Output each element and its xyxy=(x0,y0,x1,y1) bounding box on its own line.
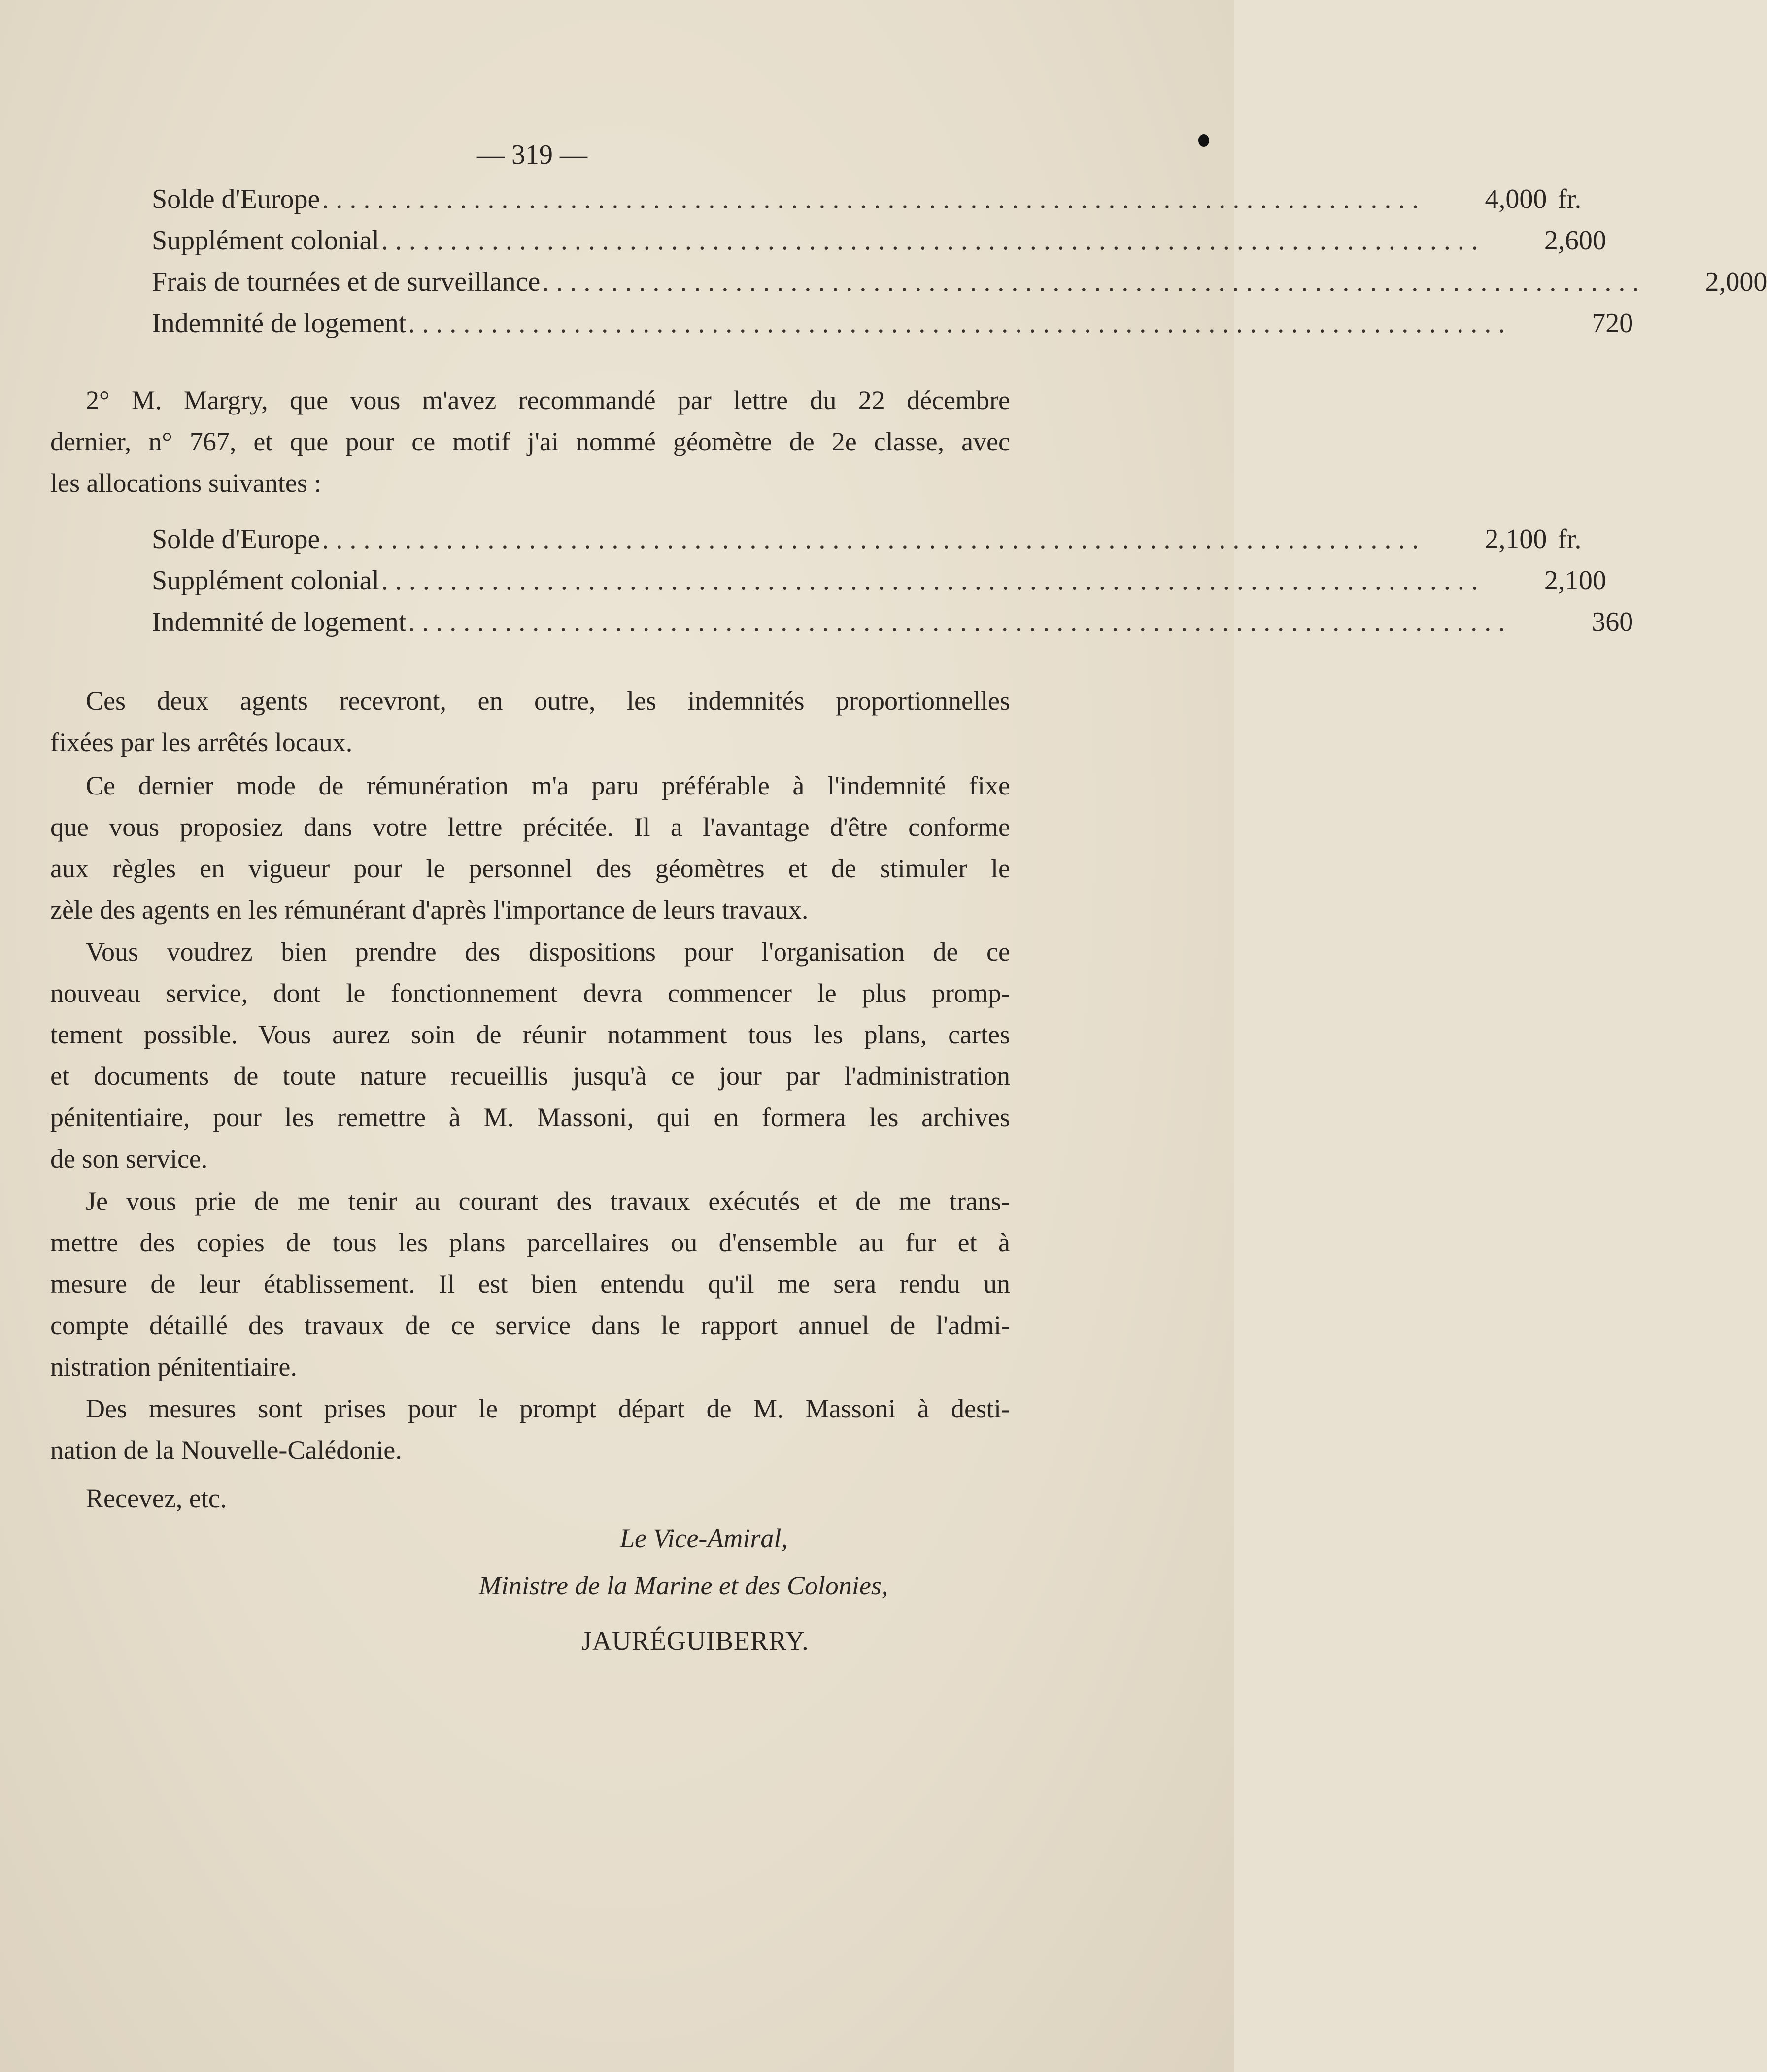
dot-leader: ................................................................................ xyxy=(542,267,1646,297)
row-value: 360 xyxy=(1592,607,1633,637)
dot-leader: ................................................................................ xyxy=(322,524,1426,554)
paragraph-depart xyxy=(50,1388,1010,1471)
row-label: Frais de tournées et de surveillance xyxy=(152,267,541,297)
row-label: Solde d'Europe xyxy=(152,184,320,214)
row-value: 4,000 xyxy=(1485,184,1547,214)
dot-leader: ................................................................................ xyxy=(408,308,1512,339)
signature-name: JAURÉGUIBERRY. xyxy=(581,1626,809,1656)
text-line: fixées par les arrêtés locaux. xyxy=(50,727,353,757)
text-line: mesure de leur établissement. Il est bien entendu qu'il me sera rendu un xyxy=(50,1269,1010,1299)
table-row xyxy=(152,225,1606,266)
paragraph-margry xyxy=(50,380,1010,504)
text-line: Vous voudrez bien prendre des dispositions pour l'organisation de ce xyxy=(86,937,1010,967)
text-line: tement possible. Vous aurez soin de réunir notamment tous les plans, cartes xyxy=(50,1020,1010,1049)
text-line: dernier, n° 767, et que pour ce motif j'ai nommé géomètre de 2e classe, avec xyxy=(50,427,1010,456)
text-line: zèle des agents en les rémunérant d'après l'importance de leurs travaux. xyxy=(50,895,809,925)
row-unit: fr. xyxy=(1558,524,1582,554)
row-label: Supplément colonial xyxy=(152,565,379,596)
signature-title-1: Le Vice-Amiral, xyxy=(620,1523,788,1553)
allocation-table-massoni xyxy=(152,183,1767,349)
text-line: Ces deux agents recevront, en outre, les indemnités proportionnelles xyxy=(86,686,1010,716)
text-line: Des mesures sont prises pour le prompt départ de M. Massoni à desti- xyxy=(86,1394,1010,1423)
text-line: de son service. xyxy=(50,1144,208,1174)
row-unit: fr. xyxy=(1558,184,1582,214)
row-label: Solde d'Europe xyxy=(152,524,320,554)
paragraph-travaux xyxy=(50,1180,1010,1387)
text-line: nouveau service, dont le fonctionnement devra commencer le plus promp- xyxy=(50,978,1010,1008)
text-line: compte détaillé des travaux de ce service dans le rapport annuel de l'admi- xyxy=(50,1311,1010,1340)
signature-title-2: Ministre de la Marine et des Colonies, xyxy=(479,1571,888,1600)
ink-spot xyxy=(1198,134,1209,147)
row-value: 2,100 xyxy=(1544,565,1606,596)
text-line: aux règles en vigueur pour le personnel des géomètres et de stimuler le xyxy=(50,854,1010,883)
text-line: les allocations suivantes : xyxy=(50,468,322,498)
text-line: 2° M. Margry, que vous m'avez recommandé par lettre du 22 décembre xyxy=(86,385,1010,415)
row-label: Supplément colonial xyxy=(152,225,379,256)
row-label: Indemnité de logement xyxy=(152,607,407,637)
closing xyxy=(50,1478,1010,1519)
text-line: pénitentiaire, pour les remettre à M. Massoni, qui en formera les archives xyxy=(50,1103,1010,1132)
paragraph-remuneration xyxy=(50,765,1010,931)
text-line: mettre des copies de tous les plans parcellaires ou d'ensemble au fur et à xyxy=(50,1228,1010,1257)
dot-leader: ................................................................................ xyxy=(408,607,1512,637)
text-line: nistration pénitentiaire. xyxy=(50,1352,297,1381)
row-value: 2,100 xyxy=(1485,524,1547,554)
table-row xyxy=(152,523,1582,565)
table-row xyxy=(152,606,1633,648)
paragraph-indemnites xyxy=(50,680,1010,763)
text-line: Je vous prie de me tenir au courant des travaux exécutés et de me trans- xyxy=(86,1186,1010,1216)
row-value: 2,600 xyxy=(1544,225,1606,256)
table-row xyxy=(152,266,1767,308)
page-number: — 319 — xyxy=(477,139,587,170)
paragraph-organisation xyxy=(50,931,1010,1179)
table-row xyxy=(152,183,1582,225)
text-line: et documents de toute nature recueillis jusqu'à ce jour par l'administration xyxy=(50,1061,1010,1091)
text-line: nation de la Nouvelle-Calédonie. xyxy=(50,1435,402,1465)
row-value: 720 xyxy=(1592,308,1633,339)
dot-leader: ................................................................................ xyxy=(322,184,1426,214)
row-value: 2,000 xyxy=(1705,267,1767,297)
text-line: que vous proposiez dans votre lettre précitée. Il a l'avantage d'être conforme xyxy=(50,812,1010,842)
row-label: Indemnité de logement xyxy=(152,308,407,339)
allocation-table-margry xyxy=(152,523,1633,648)
text-line: Ce dernier mode de rémunération m'a paru préférable à l'indemnité fixe xyxy=(86,771,1010,800)
closing-text: Recevez, etc. xyxy=(86,1484,227,1513)
table-row xyxy=(152,565,1606,606)
dot-leader: ................................................................................ xyxy=(381,565,1485,596)
table-row xyxy=(152,308,1633,349)
dot-leader: ................................................................................ xyxy=(381,225,1485,256)
